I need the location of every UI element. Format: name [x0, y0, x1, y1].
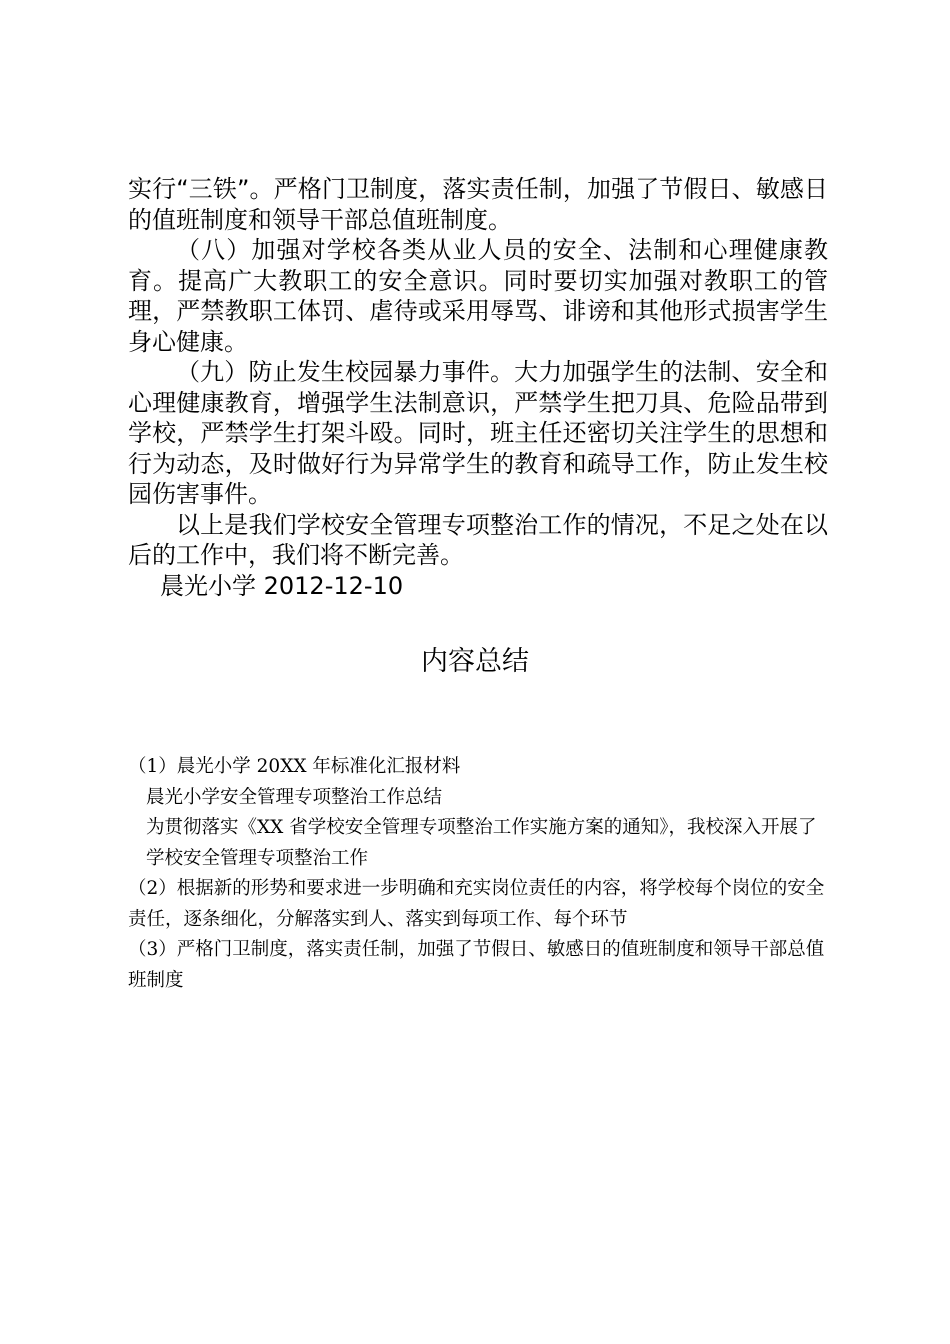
- summary-section: [128, 752, 828, 996]
- summary-line: （3）严格门卫制度，落实责任制，加强了节假日、敏感日的值班制度和领导干部总值班制度: [128, 939, 825, 991]
- summary-line: （1）晨光小学 20XX 年标准化汇报材料: [128, 756, 461, 777]
- summary-line: 为贯彻落实《XX 省学校安全管理专项整治工作实施方案的通知》，我校深入开展了学校安全管理专项整治工作: [146, 817, 817, 869]
- body-paragraph: （八）加强对学校各类从业人员的安全、法制和心理健康教育。提高广大教职工的安全意识。同时要切实加强对教职工的管理，严禁教职工体罚、虐待或采用辱骂、诽谤和其他形式损害学生身心健康。: [128, 236, 828, 356]
- signature-line: 晨光小学 2012-12-10: [160, 571, 404, 600]
- body-paragraph: 以上是我们学校安全管理专项整治工作的情况，不足之处在以后的工作中，我们将不断完善。: [128, 510, 828, 569]
- summary-line: 晨光小学安全管理专项整治工作总结: [146, 786, 443, 808]
- summary-line: （2）根据新的形势和要求进一步明确和充实岗位责任的内容，将学校每个岗位的安全责任，逐条细化，分解落实到人、落实到每项工作、每个环节: [128, 878, 825, 930]
- body-paragraph: 实行“三铁”。严格门卫制度，落实责任制，加强了节假日、敏感日的值班制度和领导干部总值班制度。: [128, 175, 828, 234]
- document-body: [128, 174, 828, 601]
- summary-title: 内容总结: [421, 646, 529, 677]
- body-paragraph: （九）防止发生校园暴力事件。大力加强学生的法制、安全和心理健康教育，增强学生法制意识，严禁学生把刀具、危险品带到学校，严禁学生打架斗殴。同时，班主任还密切关注学生的思想和行为动态，及时做好行为异常学生的教育和疏导工作，防止发生校园伤害事件。: [128, 358, 828, 508]
